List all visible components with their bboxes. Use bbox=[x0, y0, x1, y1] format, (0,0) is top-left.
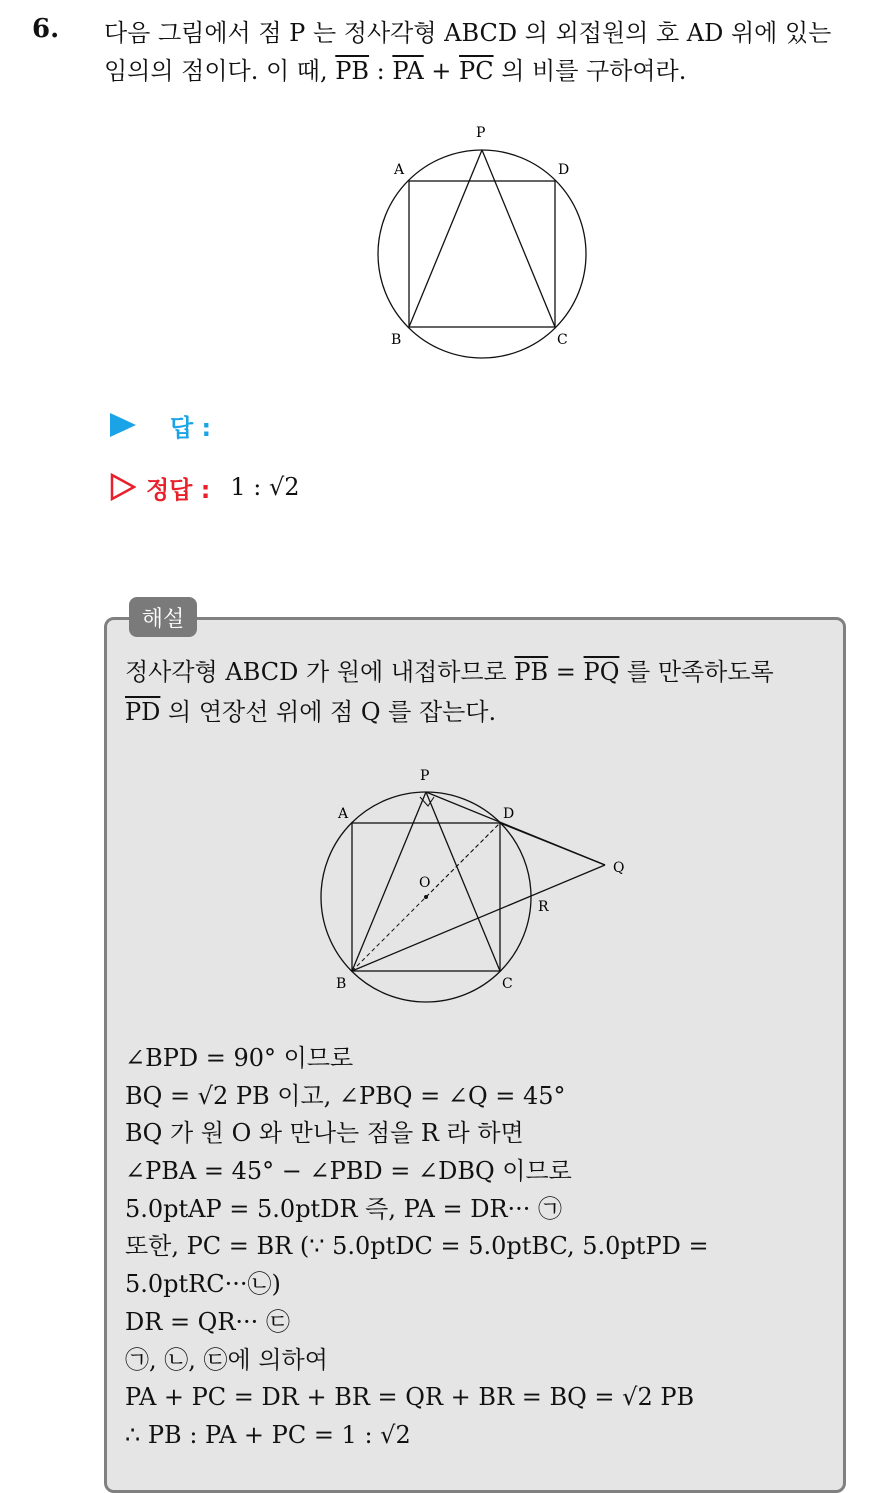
step-11: ∴ PB : PA + PC = 1 : √2 bbox=[125, 1420, 411, 1449]
segment-pc: $\overline{PC}$ bbox=[459, 57, 494, 85]
step-8: DR = QR··· ㉢ bbox=[125, 1307, 290, 1336]
step-2: BQ = √2 PB 이고, ∠PBQ = ∠Q = 45° bbox=[125, 1081, 566, 1110]
step-10: PA + PC = DR + BR = QR + BR = BQ = √2 PB bbox=[125, 1383, 695, 1412]
label-o-2: O bbox=[419, 875, 431, 891]
question-line-2-suffix: 의 비를 구하여라. bbox=[493, 57, 687, 85]
label-r-2: R bbox=[538, 899, 549, 915]
intro-text-c: 의 연장선 위에 점 Q 를 잡는다. bbox=[160, 698, 497, 726]
intro-segment-pd: $\overline{PD}$ bbox=[125, 698, 161, 726]
step-7: 5.0ptRC···㉡) bbox=[125, 1270, 281, 1299]
step-3: BQ 가 원 O 와 만나는 점을 R 라 하면 bbox=[125, 1119, 524, 1148]
point-o bbox=[424, 895, 428, 899]
label-c-2: C bbox=[502, 976, 513, 992]
label-p-2: P bbox=[420, 768, 430, 784]
label-a: A bbox=[394, 162, 405, 178]
label-d: D bbox=[558, 162, 570, 178]
step-4: ∠PBA = 45° − ∠PBD = ∠DBQ 이므로 bbox=[125, 1157, 572, 1186]
label-d-2: D bbox=[503, 806, 515, 822]
step-1: ∠BPD = 90° 이므로 bbox=[125, 1044, 354, 1072]
colon: : bbox=[369, 57, 393, 85]
line-od-dashed bbox=[426, 823, 500, 897]
intro-text-b: 를 만족하도록 bbox=[619, 658, 774, 686]
line-dq bbox=[500, 823, 605, 865]
segment-pa: $\overline{PA}$ bbox=[392, 57, 424, 85]
segment-pb: $\overline{PB}$ bbox=[335, 57, 370, 85]
label-q-2: Q bbox=[613, 860, 625, 876]
label-a-2: A bbox=[338, 806, 349, 822]
step-9: ㉠, ㉡, ㉢에 의하여 bbox=[125, 1345, 328, 1374]
label-p: P bbox=[476, 125, 486, 141]
question-number: 6. bbox=[32, 14, 60, 44]
label-c: C bbox=[557, 332, 568, 348]
answer-label: 답 : bbox=[170, 413, 212, 442]
plus: + bbox=[423, 57, 460, 85]
label-b: B bbox=[391, 332, 402, 348]
line-pc-2 bbox=[426, 792, 500, 971]
correct-value: 1 : √2 bbox=[230, 473, 300, 501]
question-line-1: 다음 그림에서 점 P 는 정사각형 ABCD 의 외접원의 호 AD 위에 있는 bbox=[104, 19, 832, 47]
correct-label: 정답 : bbox=[146, 475, 211, 504]
label-b-2: B bbox=[336, 976, 347, 992]
intro-equals: = bbox=[548, 658, 584, 686]
step-5: 5.0ptAP = 5.0ptDR 즉, PA = DR··· ㉠ bbox=[125, 1194, 563, 1223]
step-6: 또한, PC = BR (∵ 5.0ptDC = 5.0ptBC, 5.0ptPD = bbox=[125, 1232, 709, 1261]
explanation-tag: 해설 bbox=[129, 597, 197, 637]
intro-text-a: 정사각형 ABCD 가 원에 내접하므로 bbox=[125, 658, 515, 686]
explanation-steps bbox=[125, 1040, 825, 1455]
intro-segment-pq: $\overline{PQ}$ bbox=[583, 658, 620, 686]
intro-segment-pb: $\overline{PB}$ bbox=[514, 658, 549, 686]
question-line-2-prefix: 임의의 점이다. 이 때, bbox=[104, 57, 336, 85]
